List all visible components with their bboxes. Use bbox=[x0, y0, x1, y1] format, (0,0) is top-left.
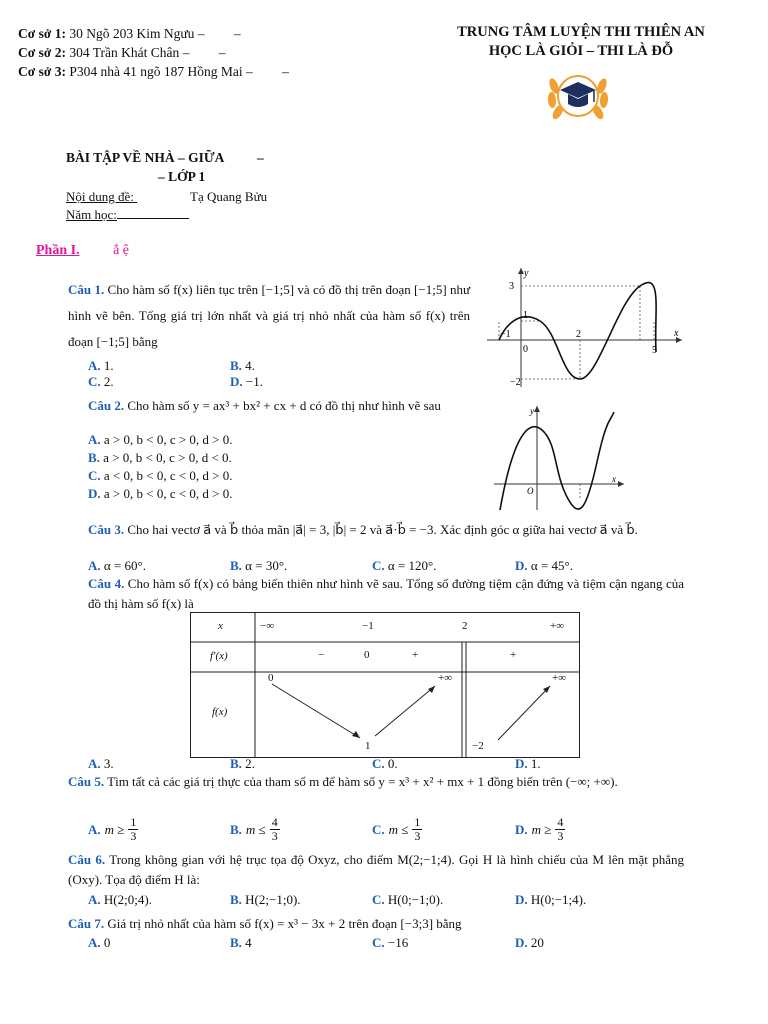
q6-answer-b: B. H(2;−1;0). bbox=[230, 892, 301, 907]
q1-answer-c: C. 2. bbox=[88, 374, 114, 389]
q1-tick-0: 0 bbox=[523, 344, 528, 355]
q3-answer-c: C. α = 120°. bbox=[372, 558, 437, 573]
q2-answer-a: A. a > 0, b < 0, c > 0, d > 0. bbox=[88, 432, 233, 447]
campus-3-address: P304 nhà 41 ngõ 187 Hồng Mai – bbox=[69, 64, 253, 79]
exam-title-tail: – bbox=[257, 150, 264, 165]
q3-text: Cho hai vectơ a⃗ và b⃗ thỏa mãn |a⃗| = 3, |b⃗| = 2 và a⃗·b⃗ = −3. Xác định góc α giữa hai vectơ a⃗ và b⃗. bbox=[127, 522, 638, 537]
tbl-minf: −∞ bbox=[260, 620, 275, 632]
q2-text: Cho hàm số y = ax³ + bx² + cx + d có đồ thị như hình vẽ sau bbox=[127, 398, 441, 413]
tbl-pinf: +∞ bbox=[550, 620, 565, 632]
q4-answer-b: B. 2. bbox=[230, 756, 255, 771]
q2-label: Câu 2. bbox=[88, 398, 125, 413]
q3-answer-d: D. α = 45°. bbox=[515, 558, 573, 573]
logo bbox=[544, 64, 612, 124]
tbl-plus1: + bbox=[412, 649, 419, 661]
q6-answer-a: A. H(2;0;4). bbox=[88, 892, 152, 907]
q5-answer-c: C. m ≤ $\frac{1}{3}$ bbox=[372, 815, 421, 843]
tbl-plus2: + bbox=[510, 649, 517, 661]
campus-2-tail: – bbox=[218, 45, 226, 60]
q1-tick-2: 2 bbox=[576, 329, 581, 340]
q7-text: Giá trị nhỏ nhất của hàm số f(x) = x³ − 3x + 2 trên đoạn [−3;3] bằng bbox=[107, 916, 462, 931]
question-1 bbox=[68, 277, 470, 355]
q5-answer-b: B. m ≤ $\frac{4}{3}$ bbox=[230, 815, 278, 843]
section-label: Phần I. bbox=[36, 243, 80, 258]
tbl-fm2: −2 bbox=[472, 740, 484, 752]
question-4 bbox=[88, 574, 684, 614]
q5-answer-d: D. m ≥ $\frac{4}{3}$ bbox=[515, 815, 564, 843]
q5-text: Tìm tất cả các giá trị thực của tham số m để hàm số y = x³ + x² + mx + 1 đồng biến trên (−∞; +∞). bbox=[107, 774, 618, 789]
campus-2 bbox=[18, 43, 225, 62]
q1-x-label: x bbox=[674, 328, 679, 339]
q2-answer-d: D. a > 0, b < 0, c < 0, d > 0. bbox=[88, 486, 233, 501]
campus-3-tail: – bbox=[282, 64, 289, 79]
q5-label: Câu 5. bbox=[68, 774, 105, 789]
tbl-x: x bbox=[218, 620, 223, 632]
variation-table bbox=[190, 612, 580, 758]
q5-answer-a: A. m ≥ $\frac{1}{3}$ bbox=[88, 815, 137, 843]
tbl-f: f(x) bbox=[212, 706, 228, 718]
question-3 bbox=[88, 520, 684, 540]
q7-answer-b: B. 4 bbox=[230, 935, 252, 950]
q1-tick-m2: −2 bbox=[510, 377, 521, 388]
content-label: Nội dung đề: bbox=[66, 189, 134, 204]
q1-text: Cho hàm số f(x) liên tục trên [−1;5] và có đồ thị trên đoạn [−1;5] như hình vẽ bên. Tổng giá trị lớn nhất và giá trị nhỏ nhất của hàm số f(x) trên đoạn [−1;5] bằng bbox=[68, 282, 471, 349]
tbl-2: 2 bbox=[462, 620, 468, 632]
campus-1-tail: – bbox=[233, 26, 241, 41]
q1-y-label: y bbox=[524, 268, 529, 279]
q7-label: Câu 7. bbox=[68, 916, 105, 931]
q3-answer-b: B. α = 30°. bbox=[230, 558, 288, 573]
q1-answer-a: A. 1. bbox=[88, 358, 114, 373]
tbl-fprime: f′(x) bbox=[210, 650, 228, 662]
year-label: Năm học: bbox=[66, 207, 117, 222]
q1-graph bbox=[482, 262, 688, 392]
q4-answer-d: D. 1. bbox=[515, 756, 541, 771]
q3-answer-a: A. α = 60°. bbox=[88, 558, 146, 573]
q6-answer-c: C. H(0;−1;0). bbox=[372, 892, 444, 907]
q2-graph bbox=[492, 402, 627, 514]
campus-2-address: 304 Trần Khát Chân – bbox=[69, 45, 190, 60]
exam-title bbox=[66, 150, 264, 166]
tbl-zero: 0 bbox=[364, 649, 370, 661]
q1-answer-d: D. −1. bbox=[230, 374, 263, 389]
question-5 bbox=[68, 772, 684, 792]
campus-1-label: Cơ sở 1: bbox=[18, 26, 66, 41]
q2-y-label: y bbox=[530, 406, 534, 416]
q2-answer-c: C. a < 0, b < 0, c < 0, d > 0. bbox=[88, 468, 233, 483]
q1-tick-5: 5 bbox=[652, 345, 657, 356]
content-line bbox=[66, 187, 267, 206]
q1-label: Câu 1. bbox=[68, 282, 105, 297]
q2-answer-b: B. a > 0, b < 0, c > 0, d < 0. bbox=[88, 450, 232, 465]
tbl-m1: −1 bbox=[362, 620, 374, 632]
q4-answer-c: C. 0. bbox=[372, 756, 398, 771]
section-tail: ắ ệ bbox=[113, 243, 130, 258]
q7-answer-c: C. −16 bbox=[372, 935, 409, 950]
tbl-fpinf1: +∞ bbox=[438, 672, 453, 684]
q7-answer-a: A. 0 bbox=[88, 935, 111, 950]
campus-1-address: 30 Ngõ 203 Kim Ngưu – bbox=[69, 26, 205, 41]
campus-1 bbox=[18, 24, 241, 43]
year-blank bbox=[117, 206, 189, 219]
question-2 bbox=[88, 396, 468, 415]
q1-tick-3: 3 bbox=[509, 281, 514, 292]
question-7 bbox=[68, 914, 684, 933]
section-header bbox=[36, 243, 129, 259]
campus-3-label: Cơ sở 3: bbox=[18, 64, 66, 79]
q4-text: Cho hàm số f(x) có bảng biến thiên như hình vẽ sau. Tổng số đường tiệm cận đứng và tiệm cận ngang của đồ thị hàm số f(x) là bbox=[88, 576, 685, 611]
slogan: HỌC LÀ GIỎI – THI LÀ ĐỖ bbox=[488, 43, 674, 59]
year-line bbox=[66, 205, 189, 224]
q2-x-label: x bbox=[612, 474, 616, 484]
question-6 bbox=[68, 850, 684, 890]
author: Tạ Quang Bửu bbox=[190, 189, 268, 204]
campus-2-label: Cơ sở 2: bbox=[18, 45, 66, 60]
q6-answer-d: D. H(0;−1;4). bbox=[515, 892, 587, 907]
tbl-f0: 0 bbox=[268, 672, 274, 684]
center-name: TRUNG TÂM LUYỆN THI THIÊN AN bbox=[457, 24, 705, 40]
q6-text: Trong không gian với hệ trục tọa độ Oxyz, cho điểm M(2;−1;4). Gọi H là hình chiếu của M lên mặt phẳng (Oxy). Tọa độ điểm H là: bbox=[68, 852, 684, 887]
tbl-f1: 1 bbox=[365, 740, 371, 752]
q3-label: Câu 3. bbox=[88, 522, 125, 537]
exam-title-line1: BÀI TẬP VỀ NHÀ – GIỮA bbox=[66, 150, 224, 165]
q2-origin: O bbox=[527, 486, 534, 496]
q4-answer-a: A. 3. bbox=[88, 756, 114, 771]
q1-tick-1: 1 bbox=[523, 310, 528, 321]
campus-3 bbox=[18, 62, 289, 81]
tbl-minus: − bbox=[318, 649, 325, 661]
q7-answer-d: D. 20 bbox=[515, 935, 544, 950]
tbl-fpinf2: +∞ bbox=[552, 672, 567, 684]
q6-label: Câu 6. bbox=[68, 852, 106, 867]
q1-answer-b: B. 4. bbox=[230, 358, 255, 373]
q1-tick-m1: −1 bbox=[500, 329, 511, 340]
q4-label: Câu 4. bbox=[88, 576, 125, 591]
grade: – LỚP 1 bbox=[158, 169, 206, 184]
